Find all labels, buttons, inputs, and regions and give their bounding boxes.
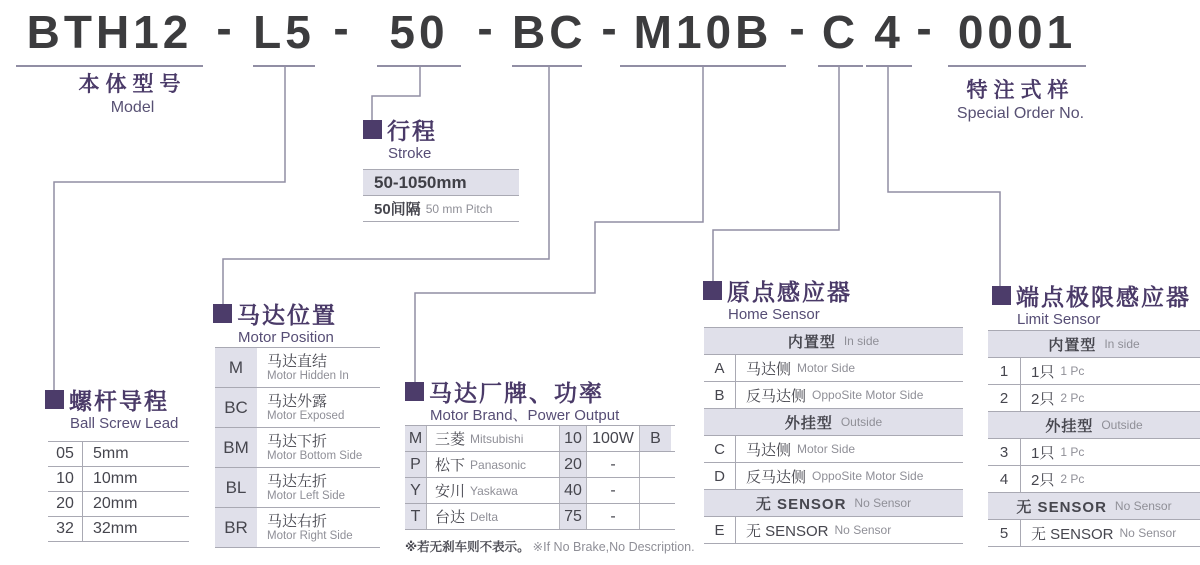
- power-code: 75: [559, 504, 586, 529]
- sensor-en: Motor Side: [797, 361, 856, 375]
- model-label-en: Model: [110, 99, 155, 116]
- model-segment-home-sensor: C: [821, 6, 860, 58]
- sensor-cn: 1只: [1031, 444, 1055, 462]
- sensor-cn: 马达侧: [746, 441, 792, 459]
- model-label: [35, 73, 230, 117]
- table-row: [988, 358, 1200, 385]
- sensor-code: A: [714, 359, 725, 377]
- stroke-title-cn: 行程: [387, 117, 437, 144]
- sensor-code: B: [714, 386, 725, 404]
- table-row: [215, 428, 380, 468]
- position-cn: 马达直结: [267, 352, 328, 370]
- table-row: [988, 439, 1200, 466]
- power-code: 20: [559, 452, 586, 477]
- sensor-code: D: [714, 467, 725, 485]
- position-code: M: [215, 348, 259, 387]
- sensor-code: 5: [999, 524, 1009, 542]
- table-row: [48, 442, 189, 467]
- table-row: [363, 170, 519, 196]
- brand-en: Delta: [470, 509, 499, 524]
- table-row: [363, 196, 519, 222]
- home-sensor-section-header: [703, 275, 963, 305]
- position-code: BM: [215, 428, 259, 467]
- motor-brand-section: [405, 376, 695, 555]
- brand-en: Mitsubishi: [470, 431, 524, 446]
- special-order-label: [928, 79, 1113, 123]
- sensor-cn: 反马达侧: [746, 468, 807, 486]
- sensor-cn: 1只: [1031, 363, 1055, 381]
- brand-en: Panasonic: [470, 457, 527, 472]
- power-code: 40: [559, 478, 586, 503]
- position-en: Motor Exposed: [267, 409, 345, 422]
- brand-code: T: [405, 504, 426, 529]
- table-row: [48, 517, 189, 542]
- brand-cn: 三菱: [435, 431, 466, 448]
- limit-sensor-title-cn: 端点极限感应器: [1016, 283, 1191, 310]
- sensor-cn: 反马达侧: [746, 387, 807, 405]
- table-group-header: [988, 412, 1200, 439]
- table-group-header: [704, 328, 963, 355]
- section-marker-icon: [213, 304, 232, 323]
- model-segment-body: BTH12: [26, 6, 193, 58]
- brake-code: [639, 504, 671, 529]
- sensor-code: 4: [999, 470, 1009, 488]
- model-segment-position: BC: [512, 6, 587, 58]
- motor-brand-title-cn: 马达厂牌、功率: [429, 379, 604, 406]
- position-en: Motor Right Side: [267, 529, 353, 542]
- table-row: [988, 466, 1200, 493]
- position-cn: 马达右折: [267, 512, 328, 530]
- table-group-header: [704, 409, 963, 436]
- table-row: [48, 467, 189, 492]
- power-code: 10: [559, 426, 586, 451]
- position-en: Motor Bottom Side: [267, 449, 363, 462]
- limit-sensor-section: [992, 280, 1200, 547]
- model-segment-special: 0001: [957, 6, 1077, 58]
- sensor-en: 1 Pc: [1060, 364, 1085, 378]
- lead-value: 10mm: [82, 467, 189, 491]
- section-marker-icon: [363, 120, 382, 139]
- position-cn: 马达外露: [267, 392, 328, 410]
- model-label-cn: 本体型号: [78, 73, 187, 96]
- stroke-pitch-cn: 50间隔: [374, 201, 421, 218]
- sensor-code: 1: [999, 362, 1009, 380]
- table-row: [704, 382, 963, 409]
- group-en: Outside: [1101, 418, 1143, 432]
- model-segment-lead: L5: [253, 6, 315, 58]
- model-separator: -: [333, 2, 349, 54]
- group-cn: 无 SENSOR: [1016, 498, 1107, 516]
- stroke-pitch-en: 50 mm Pitch: [425, 201, 493, 216]
- lead-value: 32mm: [82, 517, 189, 541]
- table-row: [988, 520, 1200, 547]
- brake-note: [405, 537, 695, 555]
- model-separator: -: [477, 2, 493, 54]
- stroke-section-header: [363, 114, 519, 144]
- model-separator: -: [601, 2, 617, 54]
- sensor-code: C: [714, 440, 725, 458]
- position-code: BL: [215, 468, 259, 507]
- motor-position-table: [215, 347, 380, 548]
- group-cn: 外挂型: [784, 414, 833, 432]
- lead-code: 05: [56, 445, 74, 462]
- model-separator: -: [789, 2, 805, 54]
- motor-position-section-header: [213, 298, 380, 328]
- home-sensor-table: [704, 327, 963, 544]
- table-row: [215, 348, 380, 388]
- stroke-section: [363, 114, 519, 222]
- group-en: In side: [1104, 337, 1140, 351]
- motor-brand-title-en: Motor Brand、Power Output: [430, 407, 620, 424]
- ball-screw-title-en: Ball Screw Lead: [70, 415, 179, 432]
- sensor-cn: 马达侧: [746, 360, 792, 378]
- sensor-cn: 2只: [1031, 471, 1055, 489]
- motor-position-section: [213, 298, 380, 548]
- lead-value: 20mm: [82, 492, 189, 516]
- motor-brand-section-header: [405, 376, 677, 406]
- section-marker-icon: [703, 281, 722, 300]
- position-en: Motor Hidden In: [267, 369, 349, 382]
- brand-cn: 安川: [435, 483, 466, 500]
- sensor-cn: 无 SENSOR: [1031, 525, 1114, 543]
- home-sensor-title-cn: 原点感应器: [727, 278, 852, 305]
- sensor-en: OppoSite Motor Side: [812, 388, 924, 402]
- sensor-cn: 2只: [1031, 390, 1055, 408]
- brake-code: [639, 452, 671, 477]
- sensor-en: 1 Pc: [1060, 445, 1085, 459]
- model-separator: -: [216, 2, 232, 54]
- model-segment-limit-sensor: 4: [874, 6, 904, 58]
- lead-code: 20: [56, 495, 74, 512]
- sensor-en: 2 Pc: [1060, 472, 1085, 486]
- lead-code: 32: [56, 520, 74, 537]
- table-row: [215, 388, 380, 428]
- group-cn: 内置型: [1048, 336, 1097, 354]
- sensor-en: 2 Pc: [1060, 391, 1085, 405]
- brake-code: [639, 478, 671, 503]
- table-row: [704, 355, 963, 382]
- ball-screw-title-cn: 螺杆导程: [69, 387, 169, 414]
- stroke-title-en: Stroke: [388, 145, 432, 162]
- stroke-range: 50-1050mm: [374, 172, 467, 192]
- limit-sensor-table: [988, 330, 1200, 547]
- power-value: 100W: [586, 426, 639, 451]
- brand-cn: 台达: [435, 509, 466, 526]
- table-row: [215, 508, 380, 548]
- model-separator: -: [916, 2, 932, 54]
- table-row: [405, 452, 675, 478]
- power-value: -: [586, 504, 639, 529]
- table-row: [215, 468, 380, 508]
- position-code: BC: [215, 388, 259, 427]
- limit-sensor-title-en: Limit Sensor: [1017, 311, 1101, 328]
- sensor-en: OppoSite Motor Side: [812, 469, 924, 483]
- group-cn: 无 SENSOR: [755, 495, 847, 513]
- power-value: -: [586, 478, 639, 503]
- brand-en: Yaskawa: [470, 483, 518, 498]
- home-sensor-section: [703, 275, 963, 544]
- group-en: No Sensor: [854, 496, 912, 510]
- brand-code: M: [405, 426, 426, 451]
- stroke-table: [363, 169, 519, 222]
- power-value: -: [586, 452, 639, 477]
- table-row: [704, 517, 963, 544]
- table-row: [405, 504, 675, 530]
- brand-code: Y: [405, 478, 426, 503]
- brake-note-cn: ※若无刹车则不表示。: [405, 540, 530, 554]
- brake-note-en: ※If No Brake,No Description.: [532, 540, 695, 554]
- model-segment-stroke: 50: [389, 6, 449, 58]
- table-row: [405, 478, 675, 504]
- sensor-code: 2: [999, 389, 1009, 407]
- group-en: In side: [843, 334, 880, 348]
- lead-value: 5mm: [82, 442, 189, 466]
- table-group-header: [988, 493, 1200, 520]
- section-marker-icon: [405, 382, 424, 401]
- group-cn: 外挂型: [1045, 417, 1094, 435]
- sensor-code: 3: [999, 443, 1009, 461]
- table-row: [405, 426, 675, 452]
- position-cn: 马达左折: [267, 472, 328, 490]
- brand-cn: 松下: [435, 457, 466, 474]
- table-row: [704, 436, 963, 463]
- brake-code: B: [639, 426, 671, 451]
- ball-screw-table: [48, 441, 189, 542]
- limit-sensor-section-header: [992, 280, 1200, 310]
- position-code: BR: [215, 508, 259, 547]
- model-segment-motor: M10B: [633, 6, 773, 58]
- position-cn: 马达下折: [267, 432, 328, 450]
- ball-screw-section-header: [45, 384, 195, 414]
- connector-c-home-sensor: [713, 66, 839, 283]
- sensor-en: Motor Side: [797, 442, 856, 456]
- special-order-label-en: Special Order No.: [956, 105, 1085, 122]
- table-group-header: [988, 331, 1200, 358]
- motor-position-title-en: Motor Position: [238, 329, 334, 346]
- table-group-header: [704, 490, 963, 517]
- group-en: No Sensor: [1114, 499, 1172, 513]
- position-en: Motor Left Side: [267, 489, 345, 502]
- table-row: [704, 463, 963, 490]
- home-sensor-title-en: Home Sensor: [728, 306, 820, 323]
- sensor-code: E: [714, 521, 725, 539]
- sensor-en: No Sensor: [1119, 526, 1177, 540]
- section-marker-icon: [45, 390, 64, 409]
- ball-screw-section: [45, 384, 195, 542]
- table-row: [988, 385, 1200, 412]
- table-row: [48, 492, 189, 517]
- sensor-cn: 无 SENSOR: [746, 522, 829, 540]
- sensor-en: No Sensor: [834, 523, 892, 537]
- lead-code: 10: [56, 470, 74, 487]
- group-en: Outside: [840, 415, 883, 429]
- group-cn: 内置型: [787, 333, 836, 351]
- motor-position-title-cn: 马达位置: [237, 301, 337, 328]
- brand-code: P: [405, 452, 426, 477]
- motor-brand-table: [405, 425, 675, 530]
- special-order-label-cn: 特注式样: [966, 79, 1075, 102]
- section-marker-icon: [992, 286, 1011, 305]
